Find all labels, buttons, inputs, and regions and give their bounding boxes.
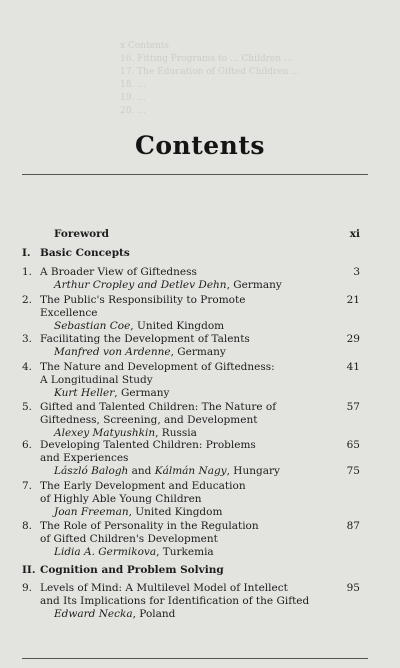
bleed-line: 19. ... bbox=[120, 93, 146, 103]
section-number: II. bbox=[22, 564, 36, 576]
foreword-label: Foreword bbox=[54, 228, 110, 240]
author-name: Lidia A. Germikova bbox=[54, 546, 157, 558]
entry-page: 95 bbox=[346, 582, 360, 594]
author-country: , Russia bbox=[155, 427, 197, 439]
toc-foreword bbox=[0, 226, 400, 242]
entry-number: 3. bbox=[22, 333, 33, 345]
author-country: , Germany bbox=[226, 279, 282, 291]
author-country: , Hungary bbox=[226, 465, 280, 477]
footer-rule bbox=[22, 658, 368, 659]
author-name: Kurt Heller bbox=[54, 387, 115, 399]
entry-title: Facilitating the Development of Talents bbox=[40, 333, 250, 345]
author-name: Alexey Matyushkin bbox=[54, 427, 156, 439]
entry-title: Developing Talented Children: Problems bbox=[40, 439, 256, 451]
foreword-page: xi bbox=[349, 228, 360, 240]
entry-page: 29 bbox=[346, 333, 360, 345]
author-conjunction: and bbox=[128, 465, 155, 477]
entry-title-cont: and Its Implications for Identification of the Gifted bbox=[40, 595, 310, 607]
entry-number: 2. bbox=[22, 294, 33, 306]
author-name: Manfred von Ardenne bbox=[54, 346, 171, 358]
entry-page: 3 bbox=[353, 266, 360, 278]
bleed-line: 20. ... bbox=[120, 106, 146, 116]
bleed-line: 18. ... bbox=[120, 80, 146, 90]
bleed-line: 17. The Education of Gifted Children ... bbox=[120, 67, 300, 77]
entry-number: 9. bbox=[22, 582, 33, 594]
author-country: , Turkemia bbox=[156, 546, 214, 558]
author-country: , United Kingdom bbox=[130, 320, 225, 332]
entry-title-cont: of Gifted Children's Development bbox=[40, 533, 218, 545]
toc-entry-9-author bbox=[0, 606, 400, 622]
entry-number: 7. bbox=[22, 480, 33, 492]
entry-title: Gifted and Talented Children: The Nature of bbox=[40, 401, 277, 413]
entry-title: Levels of Mind: A Multilevel Model of Intellect bbox=[40, 582, 288, 594]
toc-entry-8-author bbox=[0, 544, 400, 560]
author-name: László Balogh bbox=[54, 465, 129, 477]
toc-entry-6-author bbox=[0, 463, 400, 479]
toc-section-1 bbox=[0, 245, 400, 261]
entry-title: A Broader View of Giftedness bbox=[40, 266, 197, 278]
author-country: , United Kingdom bbox=[128, 506, 223, 518]
author-name: Edward Necka bbox=[54, 608, 133, 620]
section-title: Cognition and Problem Solving bbox=[40, 564, 224, 576]
entry-number: 5. bbox=[22, 401, 33, 413]
bleed-line: x Contents bbox=[120, 41, 170, 51]
entry-title-cont: Giftedness, Screening, and Development bbox=[40, 414, 258, 426]
author-name: Sebastian Coe bbox=[54, 320, 131, 332]
toc-section-2 bbox=[0, 562, 400, 578]
entry-number: 8. bbox=[22, 520, 33, 532]
page-title: Contents bbox=[134, 131, 265, 160]
bleed-line: 16. Fitting Programs to ... Children ... bbox=[120, 54, 293, 64]
entry-title-cont: of Highly Able Young Children bbox=[40, 493, 202, 505]
entry-title: The Nature and Development of Giftedness: bbox=[40, 361, 275, 373]
entry-number: 1. bbox=[22, 266, 33, 278]
entry-page: 65 bbox=[346, 439, 360, 451]
section-number: I. bbox=[22, 247, 31, 259]
entry-title: The Public's Responsibility to Promote bbox=[40, 294, 246, 306]
entry-title-cont: and Experiences bbox=[40, 452, 129, 464]
author-name: Joan Freeman bbox=[54, 506, 129, 518]
entry-title: The Role of Personality in the Regulation bbox=[40, 520, 259, 532]
entry-page: 75 bbox=[346, 465, 360, 477]
entry-title-cont: A Longitudinal Study bbox=[40, 374, 153, 386]
author-name: Arthur Cropley and Detlev Dehn bbox=[54, 279, 227, 291]
toc-entry-1-author bbox=[0, 277, 400, 293]
entry-number: 6. bbox=[22, 439, 33, 451]
author-name: Kálmán Nagy bbox=[154, 465, 227, 477]
entry-number: 4. bbox=[22, 361, 33, 373]
entry-page: 87 bbox=[346, 520, 360, 532]
entry-title: The Early Development and Education bbox=[40, 480, 246, 492]
toc-entry-3-author bbox=[0, 344, 400, 360]
author-country: , Germany bbox=[170, 346, 226, 358]
entry-page: 57 bbox=[346, 401, 360, 413]
entry-page: 21 bbox=[346, 294, 360, 306]
title-rule bbox=[22, 174, 368, 175]
author-country: , Germany bbox=[114, 387, 170, 399]
entry-title-cont: Excellence bbox=[40, 307, 98, 319]
entry-page: 41 bbox=[346, 361, 360, 373]
author-country: , Poland bbox=[132, 608, 176, 620]
section-title: Basic Concepts bbox=[40, 247, 130, 259]
